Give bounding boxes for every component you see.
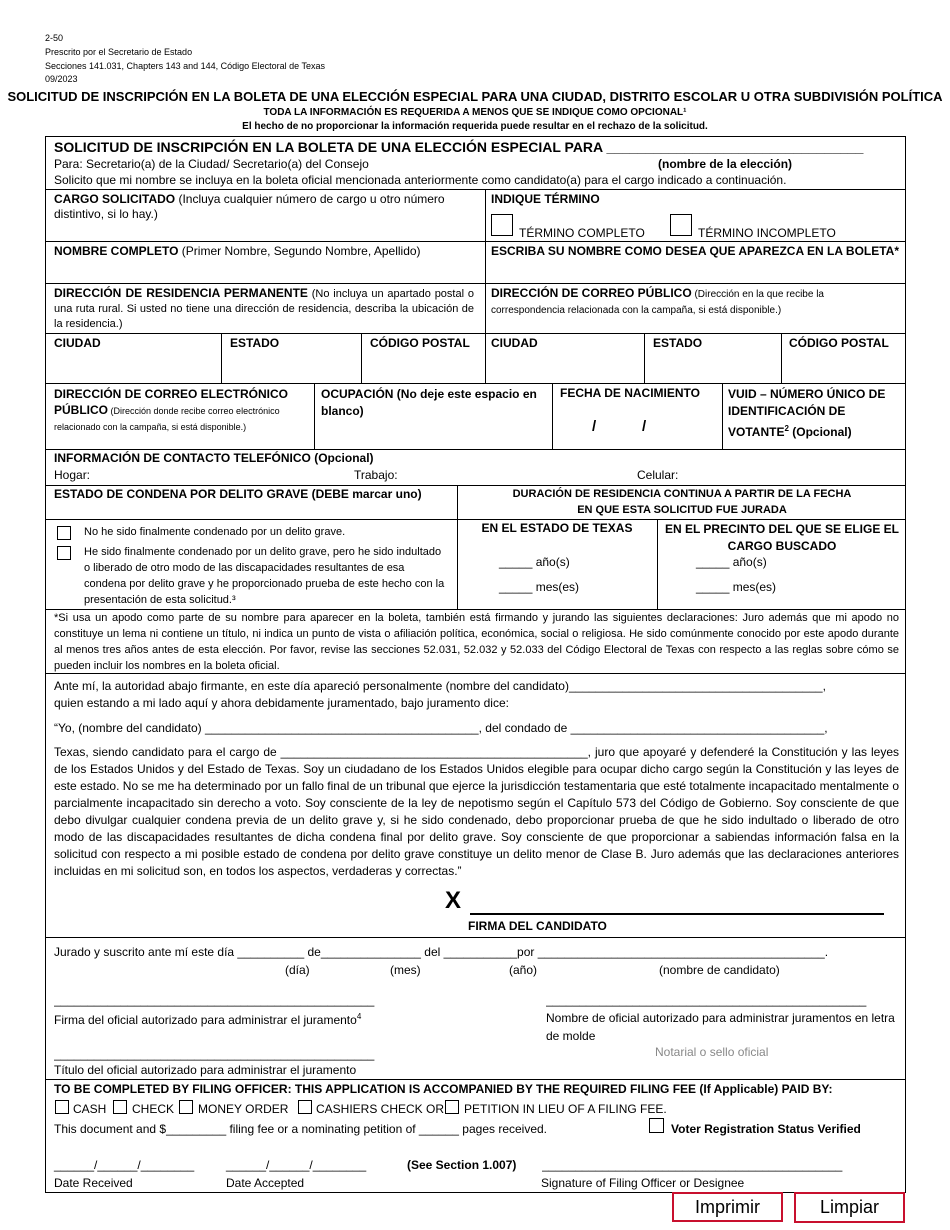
email-hint: (Dirección donde recibe correo electrónico relacionado con la campaña, si está disponible.) — [54, 406, 280, 432]
texas-years-field[interactable]: _____ año(s) — [499, 555, 570, 569]
texas-residence-label: EN EL ESTADO DE TEXAS — [481, 521, 633, 535]
see-section-note: (See Section 1.007) — [407, 1158, 517, 1172]
oath-name-county-line[interactable]: “Yo, (nombre del candidato) _________________________________________, del condado de ______________________________________, — [54, 721, 828, 735]
official-signature-label: Firma del oficial autorizado para administrar el juramento — [54, 1013, 357, 1027]
residence-duration-line2: EN QUE ESTA SOLICITUD FUE JURADA — [577, 504, 787, 516]
signature-x-mark: X — [445, 887, 462, 914]
intro-title: SOLICITUD DE INSCRIPCIÓN EN LA BOLETA DE UNA ELECCIÓN ESPECIAL PARA — [54, 139, 603, 155]
petition-checkbox[interactable] — [445, 1100, 459, 1114]
oath-body: Texas, siendo candidato para el cargo de ______________________________________________, juro que apoyaré y defenderé la Constitución y las leyes de los Estados Unidos y del Estado de Texas. Soy un ciudadano de los Estados Unidos elegible para ocupar dicho cargo según la Constitución y las leyes de este estado. No se me ha determinado por un fallo final de un tribunal que ejerce la jurisdicción testamentaria que esté totalmente incapacitado mentalmente o parcialmente incapacitado sin derecho a voto. Soy consciente de la ley de nepotismo según el Capítulo 573 del Código de Gobierno. Soy consciente de que debo divulgar cualquier condena previa de un delito grave y, si he sido condenado, debo proporcionar prueba de que he sido indultado o liberado de otro modo de las discapacidades resultantes de dicha condena final por delito grave. Soy consciente de que proporcionar a sabiendas información falsa en la solicitud con respecto a mi posible estado de condena por delito grave constituye un delito menor de Clase B. Juro además que las declaraciones anteriores incluidas en mi solicitud son, en todos los aspectos, verdaderas y correctas.” — [54, 745, 899, 878]
date-accepted-label: Date Accepted — [226, 1176, 305, 1190]
mailing-address-hint: (Dirección en la que recibe la correspondencia relacionada con la campaña, si está disponible.) — [491, 289, 824, 316]
partial-term-checkbox[interactable] — [670, 214, 692, 236]
pardoned-label: He sido finalmente condenado por un delito grave, pero he sido indultado o liberado de otro modo de las discapacidades resultantes de esa condena por delito grave y he proporcionado prueba de este hecho con la presentación de esta solicitud.³ — [84, 546, 445, 606]
check-checkbox[interactable] — [113, 1100, 127, 1114]
precinct-months-field[interactable]: _____ mes(es) — [696, 580, 777, 594]
check-label: CHECK — [132, 1102, 175, 1116]
official-title-line[interactable]: ________________________________________________ — [54, 1047, 375, 1061]
date-received-label: Date Received — [54, 1176, 133, 1190]
date-received-field[interactable]: ______/______/________ — [54, 1158, 195, 1172]
full-name-field[interactable] — [54, 244, 421, 259]
mailing-state-field[interactable]: ESTADO — [653, 336, 703, 350]
addressee: Para: Secretario(a) de la Ciudad/ Secretario(a) del Consejo — [54, 157, 369, 171]
candidate-signature-label: FIRMA DEL CANDIDATO — [468, 919, 607, 933]
required-notice: TODA LA INFORMACIÓN ES REQUERIDA A MENOS QUE SE INDIQUE COMO OPCIONAL¹ — [263, 107, 687, 118]
filing-fee-line[interactable]: This document and $_________ filing fee or a nominating petition of ______ pages received. — [54, 1122, 548, 1136]
nickname-notice: *Si usa un apodo como parte de su nombre para aparecer en la boleta, también está firmando y jurando las siguientes declaraciones: Juro además que mi apodo no constituye un lema ni contiene un título, ni indica un punto de vista o afiliación política, económica, social o religiosa. He sido comúnmente conocido por este apodo durante al menos tres años antes de esta elección. Por favor, revise las secciones 52.031, 52.032 y 52.033 del Código Electoral de Texas con respecto a las reglas sobre cómo se pueden incluir los nombres en la boleta oficial. — [54, 612, 899, 672]
application-form — [45, 136, 906, 1193]
residence-address-hint: (No incluya un apartado postal o una ruta rural. Si usted no tiene una dirección de residencia, describa la ubicación de la residencia.) — [54, 288, 474, 330]
not-convicted-label: No he sido finalmente condenado por un delito grave. — [84, 526, 346, 538]
felony-status-label: ESTADO DE CONDENA POR DELITO GRAVE (DEBE marcar uno) — [54, 487, 422, 501]
clear-button[interactable]: Limpiar — [794, 1192, 905, 1223]
office-hint: (Incluya cualquier número de cargo u otro número distintivo, si lo hay.) — [54, 192, 445, 221]
money-order-checkbox[interactable] — [179, 1100, 193, 1114]
precinct-residence-label: EN EL PRECINTO DEL QUE SE ELIGE EL CARGO BUSCADO — [664, 522, 900, 553]
cashiers-check-label: CASHIERS CHECK OR — [316, 1102, 445, 1116]
cash-checkbox[interactable] — [55, 1100, 69, 1114]
office-field[interactable] — [54, 192, 474, 222]
voter-status-label: Voter Registration Status Verified — [671, 1122, 861, 1136]
residence-address-field[interactable] — [54, 286, 474, 331]
mailing-zip-field[interactable]: CÓDIGO POSTAL — [789, 336, 889, 350]
residence-duration-line1: DURACIÓN DE RESIDENCIA CONTINUA A PARTIR DE LA FECHA — [512, 488, 852, 500]
official-print-name-label: Nombre de oficial autorizado para administrar juramentos en letra de molde — [546, 1011, 895, 1043]
money-order-label: MONEY ORDER — [198, 1102, 289, 1116]
official-print-name-line[interactable]: ________________________________________________ — [546, 993, 867, 1007]
birth-date-label: FECHA DE NACIMIENTO — [560, 386, 701, 400]
residence-address-label: DIRECCIÓN DE RESIDENCIA PERMANENTE — [54, 286, 308, 300]
year-hint: (año) — [509, 963, 538, 977]
occupation-field[interactable]: OCUPACIÓN (No deje este espacio en blanco) — [321, 387, 537, 418]
vuid-footnote: 2 — [784, 424, 789, 433]
home-phone-field[interactable]: Hogar: — [54, 468, 91, 482]
official-signature-footnote: 4 — [356, 1012, 362, 1021]
not-convicted-checkbox[interactable] — [57, 526, 71, 540]
residence-zip-field[interactable]: CÓDIGO POSTAL — [370, 336, 470, 350]
candidate-name-hint: (nombre de candidato) — [659, 963, 780, 977]
page-title: SOLICITUD DE INSCRIPCIÓN EN LA BOLETA DE UNA ELECCIÓN ESPECIAL PARA UNA CIUDAD, DISTRITO ESCOLAR U OTRA SUBDIVISIÓN POLÍTICA — [7, 89, 943, 104]
work-phone-field[interactable]: Trabajo: — [354, 468, 398, 482]
email-field[interactable] — [54, 386, 306, 434]
petition-label: PETITION IN LIEU OF A FILING FEE. — [464, 1102, 667, 1116]
request-statement: Solicito que mi nombre se incluya en la boleta oficial mencionada anteriormente como candidato(a) para el cargo indicado a continuación. — [54, 173, 787, 187]
form-number: 2-50 — [45, 33, 64, 43]
email-label: DIRECCIÓN DE CORREO ELECTRÓNICO PÚBLICO — [54, 387, 289, 417]
term-label: INDIQUE TÉRMINO — [491, 192, 600, 206]
ballot-name-label[interactable]: ESCRIBA SU NOMBRE COMO DESEA QUE APAREZCA EN LA BOLETA* — [491, 244, 900, 258]
full-term-label: TÉRMINO COMPLETO — [519, 226, 645, 240]
sworn-date-line[interactable]: Jurado y suscrito ante mí este día __________ de_______________ del ___________por ___________________________________________. — [54, 945, 829, 959]
full-name-label: NOMBRE COMPLETO — [54, 244, 179, 258]
oath-candidate-line[interactable]: Ante mí, la autoridad abajo firmante, en este día apareció personalmente (nombre del candidato)______________________________________, — [54, 679, 826, 693]
election-name-field[interactable]: _________________________________ — [606, 139, 864, 155]
partial-term-label: TÉRMINO INCOMPLETO — [698, 226, 836, 240]
cashiers-check-checkbox[interactable] — [298, 1100, 312, 1114]
filing-officer-signature-field[interactable]: _____________________________________________ — [542, 1158, 843, 1172]
election-name-label: (nombre de la elección) — [658, 157, 793, 171]
candidate-signature-line[interactable] — [470, 913, 884, 915]
official-signature-line[interactable]: ________________________________________________ — [54, 993, 375, 1007]
birth-date-field[interactable]: / / — [592, 418, 647, 435]
full-name-hint: (Primer Nombre, Segundo Nombre, Apellido) — [178, 244, 421, 258]
phone-label: INFORMACIÓN DE CONTACTO TELEFÓNICO (Opcional) — [54, 451, 374, 465]
vuid-optional: (Opcional) — [788, 425, 852, 439]
full-term-checkbox[interactable] — [491, 214, 513, 236]
rejection-notice: El hecho de no proporcionar la información requerida puede resultar en el rechazo de la solicitud. — [242, 121, 708, 132]
pardoned-checkbox[interactable] — [57, 546, 71, 560]
office-label: CARGO SOLICITADO — [54, 192, 176, 206]
sections-reference: Secciones 141.031, Chapters 143 and 144, Código Electoral de Texas — [45, 61, 326, 71]
mailing-address-label: DIRECCIÓN DE CORREO PÚBLICO — [491, 286, 692, 300]
filing-officer-header: TO BE COMPLETED BY FILING OFFICER: THIS APPLICATION IS ACCOMPANIED BY THE REQUIRED FILING FEE (If Applicable) PAID BY: — [54, 1082, 833, 1096]
residence-state-field[interactable]: ESTADO — [230, 336, 280, 350]
vuid-field[interactable] — [728, 386, 903, 441]
date-accepted-field[interactable]: ______/______/________ — [226, 1158, 367, 1172]
vuid-label: VUID – NÚMERO ÚNICO DE IDENTIFICACIÓN DE VOTANTE — [728, 387, 886, 439]
oath-sworn-line: quien estando a mi lado aquí y ahora debidamente juramentado, bajo juramento dice: — [54, 696, 509, 710]
print-button[interactable]: Imprimir — [672, 1192, 783, 1222]
revision-date: 09/2023 — [45, 74, 78, 84]
notary-seal-label: Notarial o sello oficial — [655, 1045, 769, 1059]
mailing-city-field[interactable]: CIUDAD — [491, 336, 538, 350]
precinct-years-field[interactable]: _____ año(s) — [696, 555, 767, 569]
day-hint: (día) — [285, 963, 310, 977]
texas-months-field[interactable]: _____ mes(es) — [499, 580, 580, 594]
prescribed-by: Prescrito por el Secretario de Estado — [45, 47, 193, 57]
mailing-address-field[interactable] — [491, 286, 896, 318]
residence-city-field[interactable]: CIUDAD — [54, 336, 101, 350]
cell-phone-field[interactable]: Celular: — [637, 468, 679, 482]
cash-label: CASH — [73, 1102, 107, 1116]
official-title-label: Título del oficial autorizado para administrar el juramento — [54, 1063, 357, 1077]
voter-status-checkbox[interactable] — [649, 1118, 664, 1133]
filing-officer-signature-label: Signature of Filing Officer or Designee — [541, 1176, 745, 1190]
month-hint: (mes) — [390, 963, 421, 977]
